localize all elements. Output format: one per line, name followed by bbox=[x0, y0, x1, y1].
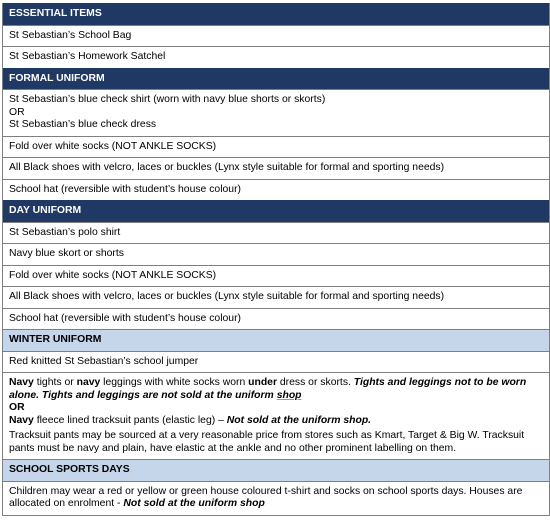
navy-word: navy bbox=[76, 377, 101, 388]
leggings-text: leggings with white socks worn bbox=[100, 377, 249, 388]
item-winter-legwear bbox=[3, 372, 549, 459]
dress-skorts-text: dress or skorts. bbox=[277, 377, 354, 388]
item-formal-socks: Fold over white socks (NOT ANKLE SOCKS) bbox=[3, 136, 549, 158]
item-check-shirt-or-dress bbox=[3, 89, 549, 136]
sports-note: Not sold at the uniform shop bbox=[123, 498, 265, 509]
section-header-formal-uniform: FORMAL UNIFORM bbox=[3, 68, 549, 90]
item-homework-satchel: St Sebastian’s Homework Satchel bbox=[3, 46, 549, 68]
item-skort-shorts: Navy blue skort or shorts bbox=[3, 243, 549, 265]
section-header-winter-uniform: WINTER UNIFORM bbox=[3, 329, 549, 351]
tracksuit-paragraph: Tracksuit pants may be sourced at a very reasonable price from stores such as Kmart, Target & Big W. Tracksuit pants must be navy and plain, have elastic at the ankle and no other prominent labelling on them. bbox=[9, 430, 525, 454]
fleece-paragraph bbox=[9, 415, 543, 428]
uniform-table bbox=[2, 3, 550, 516]
item-sports-day-clothing bbox=[3, 481, 549, 515]
item-school-bag: St Sebastian’s School Bag bbox=[3, 25, 549, 47]
item-formal-hat: School hat (reversible with student’s house colour) bbox=[3, 179, 549, 201]
sports-text: Children may wear a red or yellow or green house coloured t-shirt and socks on school sports days. Houses are allocated on enrolment - bbox=[9, 485, 523, 509]
item-formal-shoes: All Black shoes with velcro, laces or buckles (Lynx style suitable for formal and sporting needs) bbox=[3, 157, 549, 179]
shop-word: shop bbox=[276, 389, 302, 401]
fleece-text: fleece lined tracksuit pants (elastic leg) – bbox=[33, 414, 227, 426]
or-text: OR bbox=[9, 402, 25, 413]
navy-word: Navy bbox=[9, 377, 34, 388]
item-polo-shirt: St Sebastian’s polo shirt bbox=[3, 222, 549, 244]
under-word: under bbox=[248, 377, 277, 388]
section-header-essential-items: ESSENTIAL ITEMS bbox=[3, 3, 549, 25]
item-day-shoes: All Black shoes with velcro, laces or buckles (Lynx style suitable for formal and sporting needs) bbox=[3, 286, 549, 308]
item-day-hat: School hat (reversible with student’s house colour) bbox=[3, 308, 549, 330]
section-header-day-uniform: DAY UNIFORM bbox=[3, 200, 549, 222]
item-school-jumper: Red knitted St Sebastian’s school jumper bbox=[3, 351, 549, 373]
check-shirt-text: St Sebastian’s blue check shirt (worn with navy blue shorts or skorts) bbox=[9, 94, 326, 105]
tights-text: tights or bbox=[33, 377, 77, 388]
or-text: OR bbox=[9, 106, 25, 118]
tights-paragraph bbox=[9, 377, 543, 402]
item-day-socks: Fold over white socks (NOT ANKLE SOCKS) bbox=[3, 265, 549, 287]
tights-note: Tights and leggings not to be worn alone. Tights and leggings are not sold at the uniform bbox=[9, 377, 527, 401]
fleece-note: Not sold at the uniform shop. bbox=[226, 414, 372, 426]
section-header-sports-days: SCHOOL SPORTS DAYS bbox=[3, 459, 549, 481]
check-dress-text: St Sebastian’s blue check dress bbox=[9, 119, 157, 130]
navy-word: Navy bbox=[9, 414, 34, 426]
